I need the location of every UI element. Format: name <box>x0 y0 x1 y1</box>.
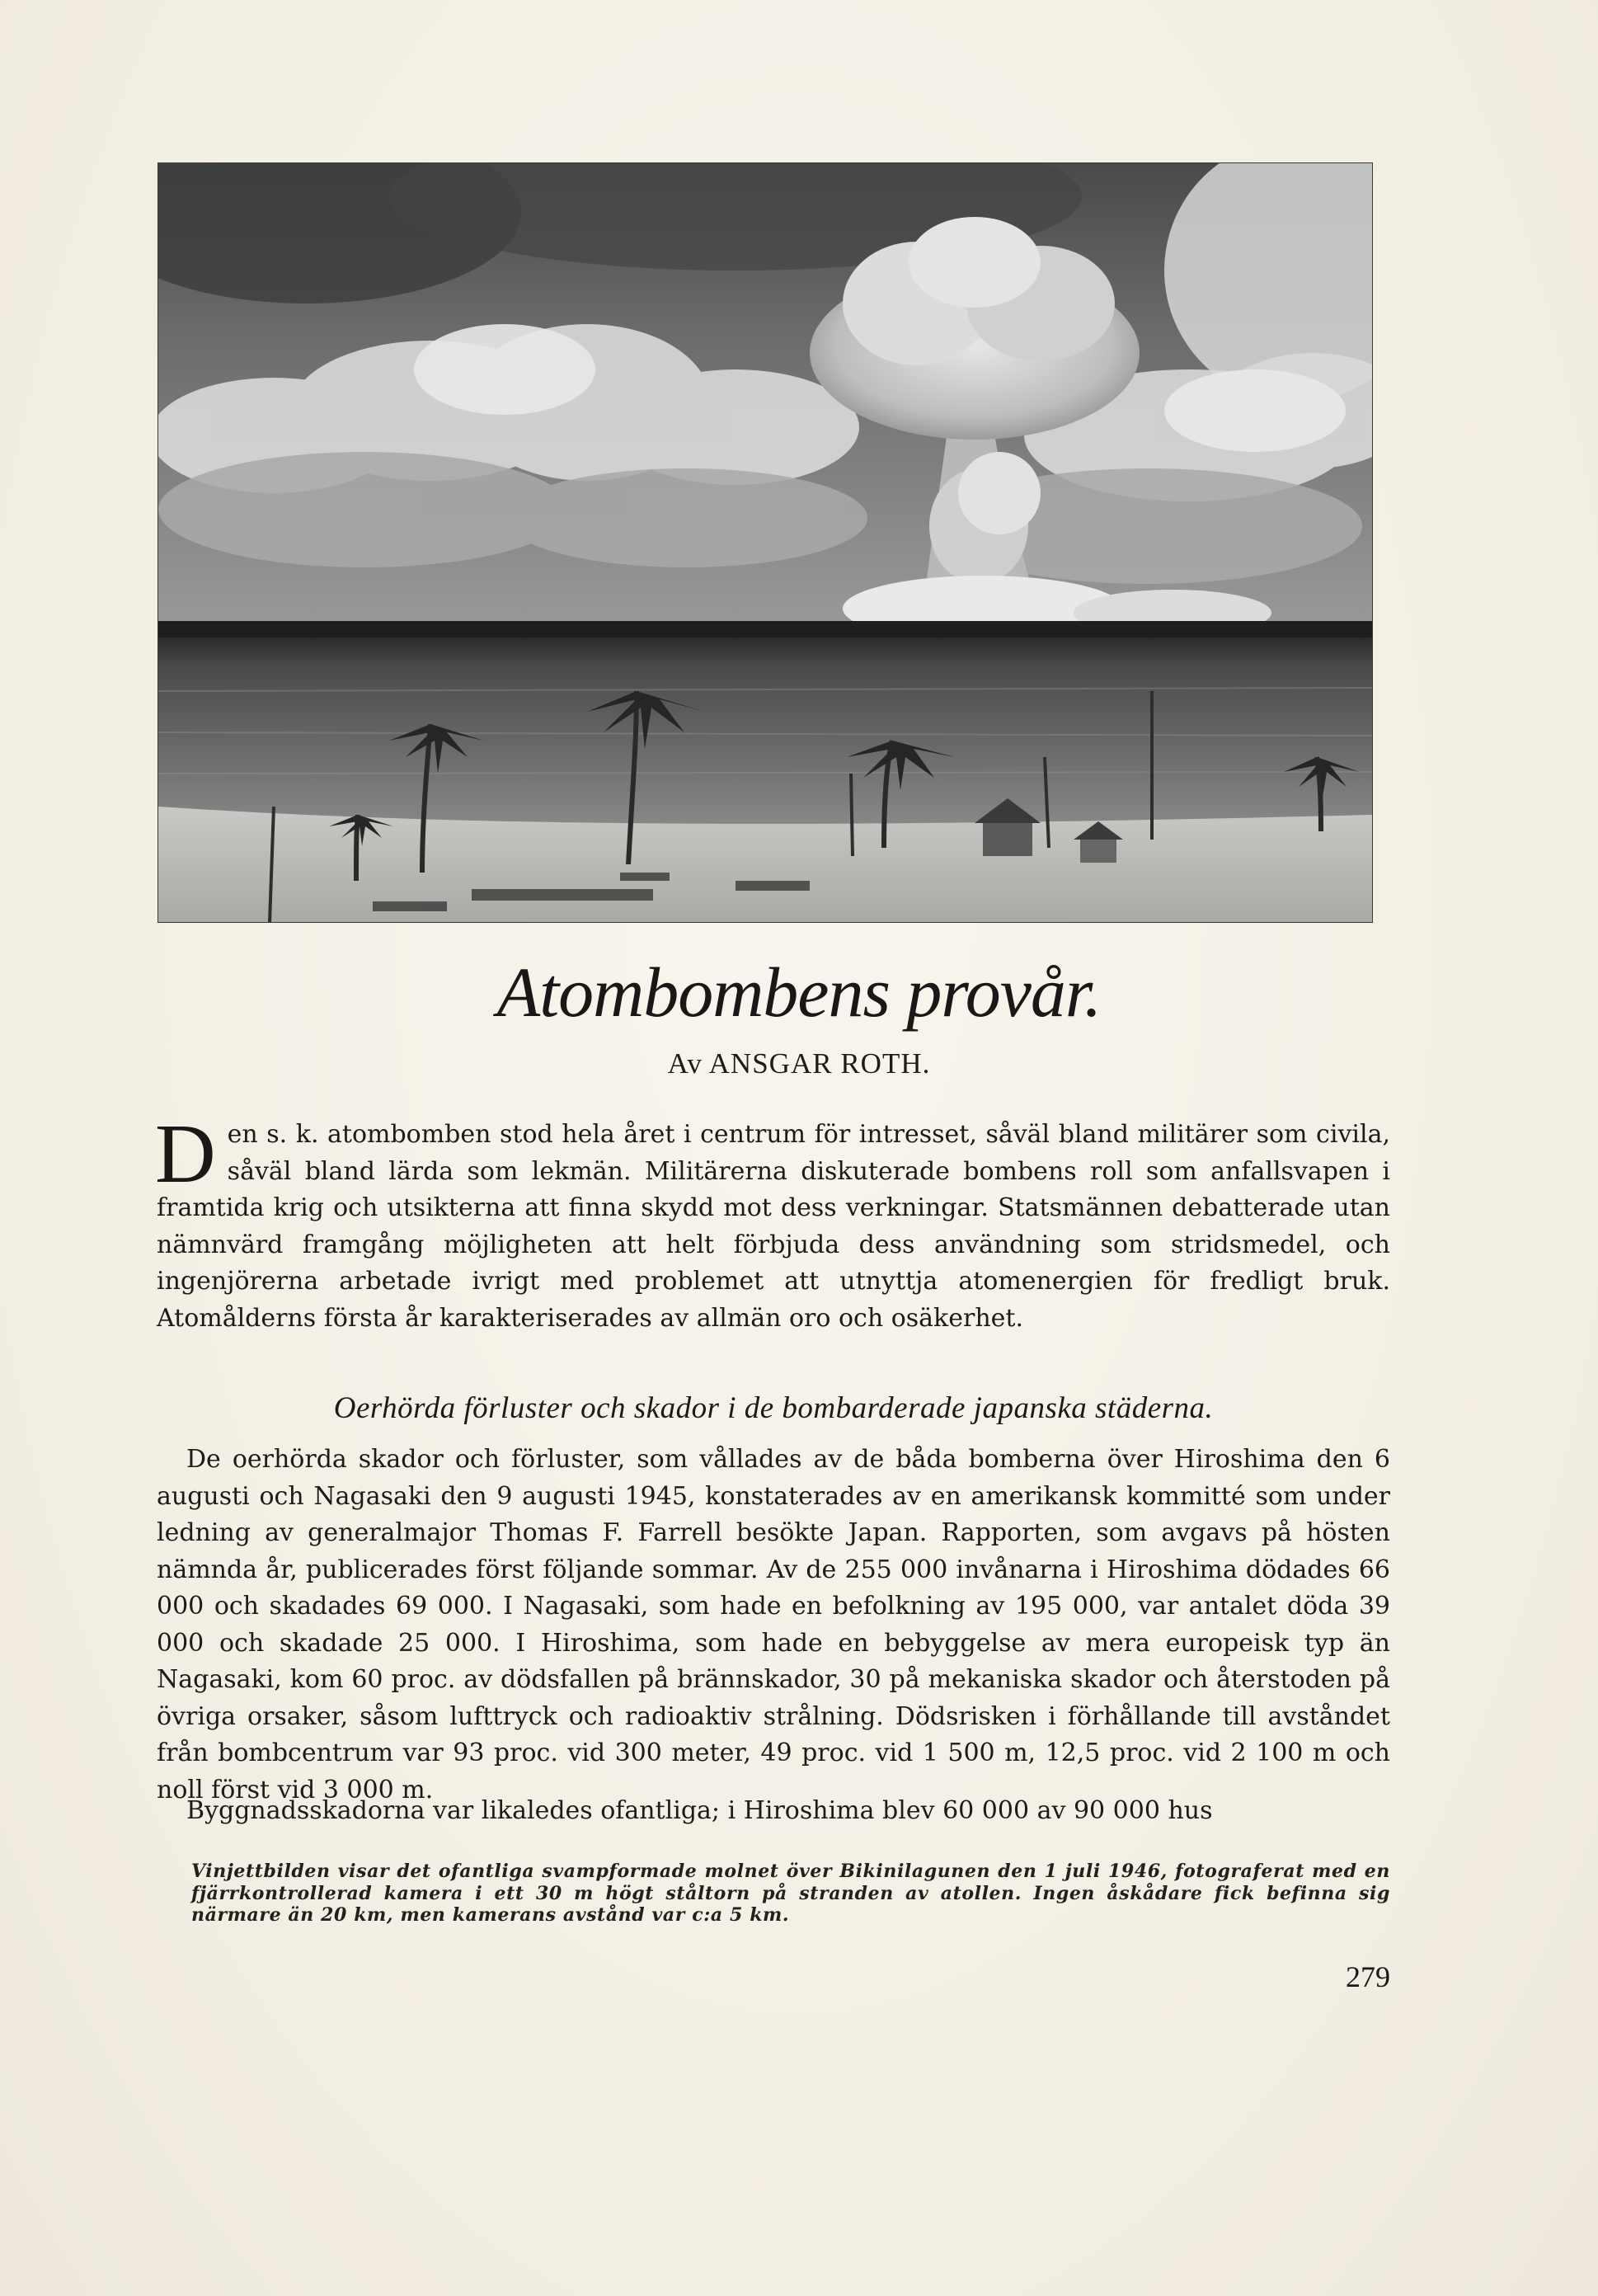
article-title: Atombombens provår. <box>496 953 1102 1032</box>
bikini-atoll-photo <box>158 163 1372 922</box>
photo-caption: Vinjettbilden visar det ofantliga svampformade molnet över Bikinilagunen den 1 juli 1946, fotograferat med en fjärrkontrollerad kamera i ett 30 m högt ståltorn på stranden av atollen. Ingen åskådare fick befinna sig närmare än 20 km, men kamerans avstånd var c:a 5 km. <box>191 1861 1390 1926</box>
page-number: 279 <box>1346 1960 1390 1993</box>
drop-cap: D <box>155 1108 216 1201</box>
body-paragraph-losses: De oerhörda skador och förluster, som vållades av de båda bomberna över Hiroshima den 6 augusti och Nagasaki den 9 augusti 1945, konstaterades av en amerikansk kommitté som under ledning av generalmajor Thomas F. Farrell besökte Japan. Rapporten, som avgavs på hösten nämnda år, publicerades först följande sommar. Av de 255 000 invånarna i Hiroshima dödades 66 000 och skadades 69 000. I Nagasaki, som hade en befolkning av 195 000, var antalet döda 39 000 och skadade 25 000. I Hiroshima, som hade en bebyggelse av mera europeisk typ än Nagasaki, kom 60 proc. av dödsfallen på brännskador, 30 på mekaniska skador och återstoden på övriga orsaker, såsom lufttryck och radioaktiv strålning. Dödsrisken i förhållande till avståndet från bombcentrum var 93 proc. vid 300 meter, 49 proc. vid 1 500 m, 12,5 proc. vid 2 100 m och noll först vid 3 000 m. <box>157 1445 1390 1804</box>
intro-paragraph-text: en s. k. atombomben stod hela året i centrum för intresset, såväl bland militärer som civila, såväl bland lärda som lekmän. Militärerna diskuterade bombens roll som anfallsvapen i framtida krig och utsikterna att finna skydd mot dess verkningar. Statsmännen debatterade utan nämnvärd framgång möjligheten att helt förbjuda dess användning som stridsmedel, och ingenjörerna arbetade ivrigt med problemet att utnyttja atomenergien för fredligt bruk. Atomålderns första år karakteriserades av allmän oro och osäkerhet. <box>157 1120 1390 1333</box>
mushroom-cloud-photo-icon <box>158 163 1372 922</box>
section-subheading: Oerhörda förluster och skador i de bombarderade japanska städerna. <box>333 1391 1214 1425</box>
intro-paragraph <box>155 1108 1390 1337</box>
article-byline: Av ANSGAR ROTH. <box>667 1047 931 1080</box>
body-paragraph-buildings: Byggnadsskadorna var likaledes ofantliga; i Hiroshima blev 60 000 av 90 000 hus <box>186 1796 1213 1825</box>
